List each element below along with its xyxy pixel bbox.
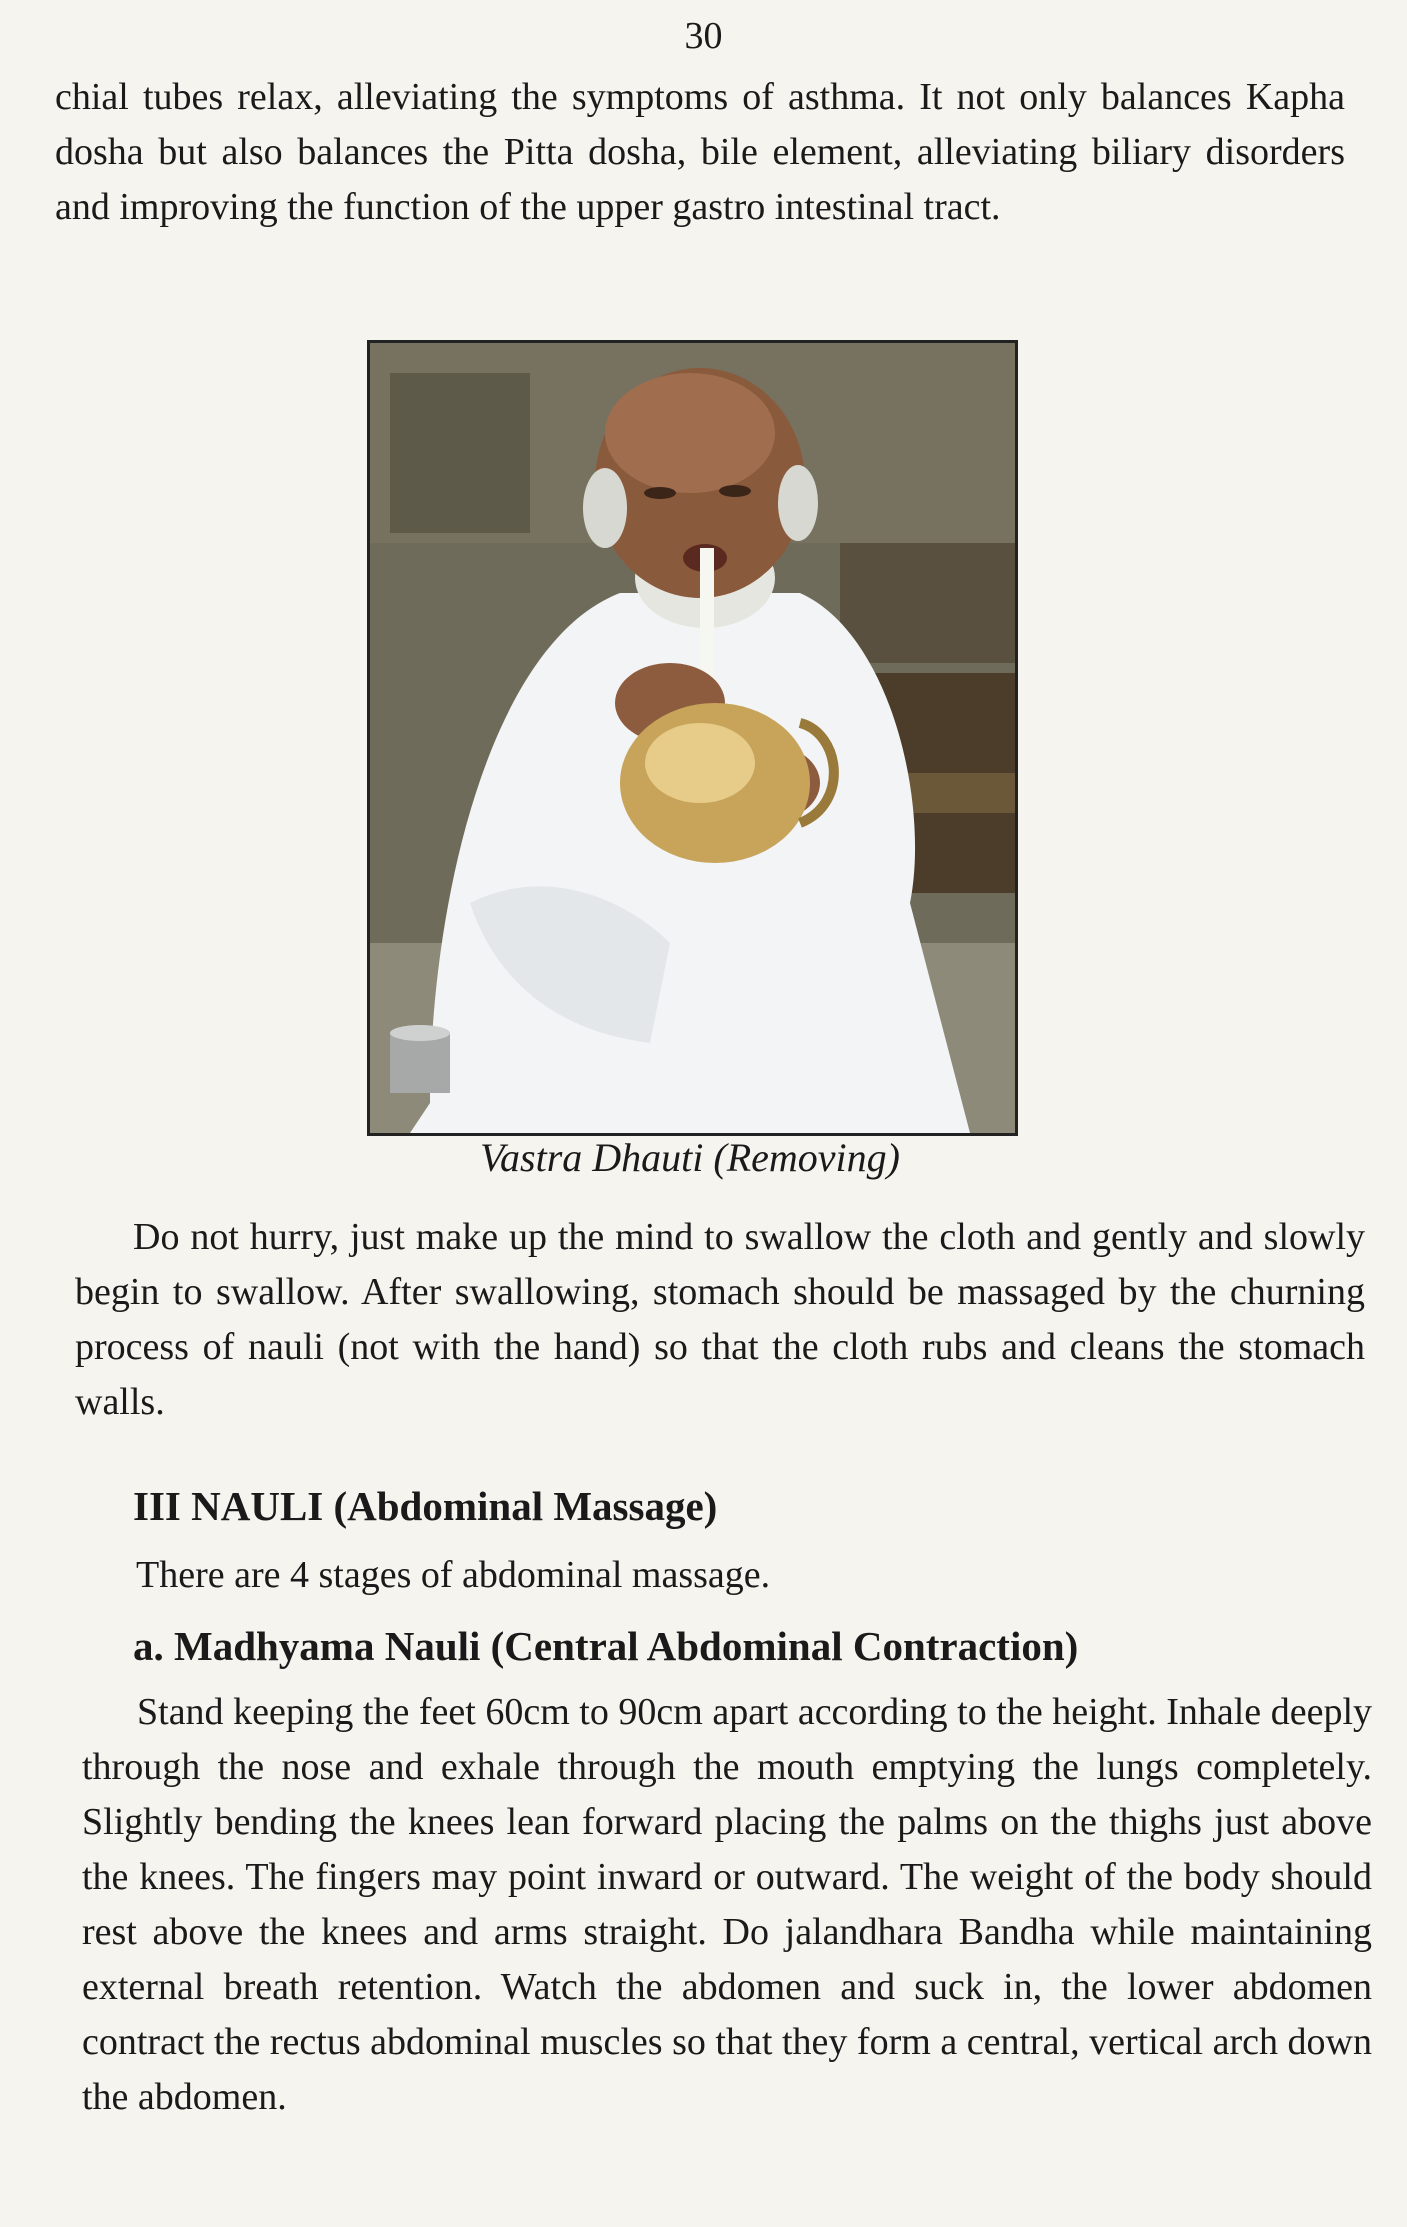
subsection-heading-madhyama-nauli: a. Madhyama Nauli (Central Abdominal Contraction) (133, 1623, 1079, 1669)
section-heading-nauli: III NAULI (Abdominal Massage) (133, 1483, 718, 1529)
photo-man-removing-cloth-icon (370, 343, 1015, 1133)
page-number: 30 (684, 15, 723, 57)
section-intro: There are 4 stages of abdominal massage. (136, 1554, 771, 1596)
paragraph-madhyama-nauli-steps: Stand keeping the feet 60cm to 90cm apart according to the height. Inhale deeply through the nose and exhale through the mouth emptying the lungs completely. Slightly bending the knees lean forward placing the palms on the thighs just above the knees. The fingers may point inward or outward. The weight of the body should rest above the knees and arms straight. Do jalandhara Bandha while maintaining external breath retention. Watch the abdomen and suck in, the lower abdomen contract the rectus abdominal muscles so that they form a central, vertical arch down the abdomen. (82, 1691, 1372, 2118)
paragraph-swallow-instructions: Do not hurry, just make up the mind to swallow the cloth and gently and slowly begin to swallow. After swallowing, stomach should be massaged by the churning process of nauli (not with the hand) so that the cloth rubs and cleans the stomach walls. (75, 1216, 1365, 1423)
paragraph-asthma: chial tubes relax, alleviating the symptoms of asthma. It not only balances Kapha dosha but also balances the Pitta dosha, bile element, alleviating biliary disorders and improving the function of the upper gastro intestinal tract. (55, 76, 1345, 228)
photo-vastra-dhauti (367, 340, 1018, 1136)
photo-caption: Vastra Dhauti (Removing) (480, 1135, 900, 1180)
